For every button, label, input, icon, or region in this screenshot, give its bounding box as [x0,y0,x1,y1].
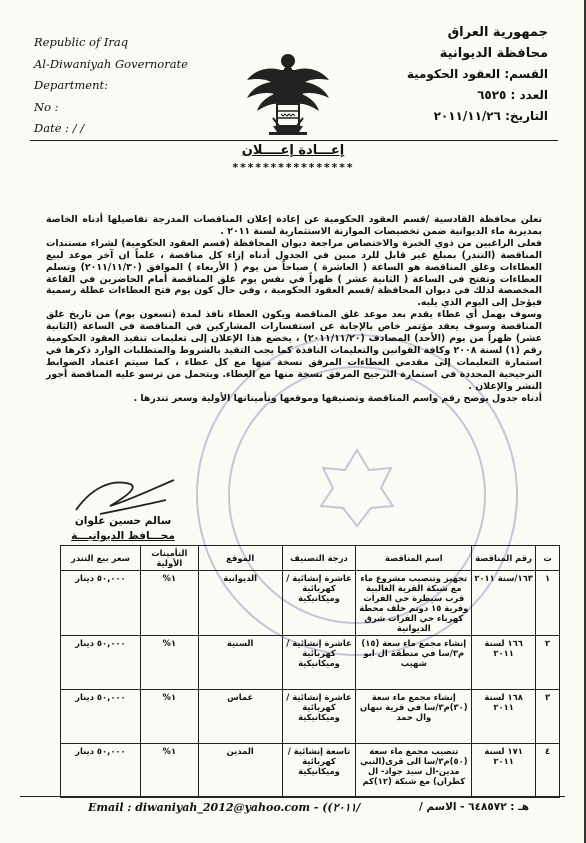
cell-index: ٤ [536,744,560,798]
footer [20,796,565,819]
cell-index: ٣ [536,690,560,744]
body-paragraph-1: تعلن محافظة القادسية /قسم العقود الحكومية عن إعادة إعلان المناقصات المدرجة تفاصيلها أدناه الخاصة بمديرية ماء الديوانية ضمن تخصيصات الموازنة الاستثمارية لسنة ٢٠١١ . [46,214,542,237]
footer-email: Email : diwaniyah_2012@yahoo.com - ((٢٠١١/ [88,801,361,814]
date-en: Date : / / [34,121,85,135]
table-row [61,636,560,690]
cell-location: المدين [198,744,282,798]
footer-phone: هـ : ٦٤٨٥٧٢ - الاسم / [419,801,529,813]
cell-classification: عاشرة إنشائية / كهربائية وميكانيكية [282,690,356,744]
signer-title: محـــافظ الديوانيـــة [71,530,175,542]
cell-tender-name: تنصيب مجمع ماء سعة (٥٠)م٣/سا الى قرى(النبي مدين-ال سيد جواد- ال كطران) مع شبكة (١٢)كم [356,744,472,798]
title-stars: **************** [232,161,354,174]
cell-location: الديوانية [198,571,282,636]
cell-location: السنية [198,636,282,690]
cell-index: ١ [536,571,560,636]
header-deposit: التأمينات الأولية [140,546,198,571]
cell-deposit: ١% [140,636,198,690]
cell-tender-price: ٥٠,٠٠٠ دينار [61,571,141,636]
table-row [61,744,560,798]
table-header-row [61,546,560,571]
header-location: الموقع [198,546,282,571]
cell-tender-price: ٥٠,٠٠٠ دينار [61,690,141,744]
signature-icon [70,470,180,520]
cell-tender-number: ١٦٣/سنة ٢٠١١ [472,571,536,636]
cell-deposit: ١% [140,744,198,798]
tenders-table [60,545,560,798]
number-ar: العدد : ٦٥٢٥ [477,88,548,102]
cell-index: ٢ [536,636,560,690]
header-divider [30,140,558,141]
header-tender-name: اسم المناقصة [356,546,472,571]
announcement-title: إعـــادة إعــــلان [241,143,345,158]
cell-tender-name: إنشاء مجمع ماء سعة (١٥) م٣/سا في منطقة ال ابو شهيب [356,636,472,690]
body-paragraph-2: فعلى الراغبين من ذوي الخبرة والاختصاص مراجعة ديوان المحافظة (قسم العقود الحكومية) لشراء مستندات المناقصة (التندر) بمبلغ غير قابل للرد مبين في الجدول أدناه إزاء كل مناقصة ، علماً ان آخر موعد لبيع العطاءات وغلق المناقصة هو الساعة ( العاشرة ) صباحاً من يوم ( الأربعاء ) الموافق (٢٠١١/١١/٣٠) وتسلم العطاءات وتفتح في الساعة ( الثانية عشر ) ظهراً في نفس يوم غلق المناقصة أمام الحاضرين في القاعة المخصصة لذلك في ديوان المحافظة /قسم العقود الحكومية ، وفي حال كون يوم فتح العطاءات عطلة رسمية فيؤجل إلى اليوم الذي يليه. [46,237,542,309]
governorate-en: Al-Diwaniyah Governorate [34,56,188,71]
iraq-eagle-emblem-icon [243,48,333,140]
cell-tender-price: ٥٠,٠٠٠ دينار [61,744,141,798]
cell-tender-number: ١٧١ لسنة ٢٠١١ [472,744,536,798]
announcement-body [46,214,542,405]
header-classification: درجة التصنيف [282,546,356,571]
signer-block [58,514,188,544]
department-en: Department: [34,78,108,92]
table-row [61,690,560,744]
body-paragraph-3: وسوف يهمل أي عطاء يقدم بعد موعد غلق المناقصة ويكون العطاء نافذ لمدة (تسعون يوم) من تاريخ غلق المناقصة وسوف يعقد مؤتمر خاص بالإجابة عن استفسارات المشاركين في المناقصة في الساعة (الثانية عشر) ظهراً من يوم (الأحد) المصادف (٢٠١١/١١/٢٠) ، يخضع هذا الإعلان إلى تعليمات تنفيذ العقود الحكومية رقم (١) لسنة ٢٠٠٨ وكافة القوانين والتعليمات النافذة كما يجب التقيد بالشروط والمتطلبات الوارد ذكرها في استمارة التعليمات إلى مقدمي العطاءات المرفق نسخة منها مع كل عطاء ، كما سيتم اعتماد الضوابط الترجيحية المحددة في استمارة الترجيح المرفق نسخة منها مع العطاء. ويتحمل من ترسو عليه المناقصة أجور النشر والإعلان . [45,309,542,392]
cell-tender-price: ٥٠,٠٠٠ دينار [61,636,141,690]
table-row [61,571,560,636]
header-tender-price: سعر بيع التندر [61,546,141,571]
date-ar: التاريخ: ٢٠١١/١١/٢٦ [433,109,548,123]
header-index: ت [536,546,560,571]
body-paragraph-4: أدناه جدول يوضح رقم واسم المناقصة وتصنيفها وموقعها وتأميناتها الأولية وسعر تندرها . [133,392,542,404]
header-tender-number: رقم المناقصة [472,546,536,571]
header-english [34,32,214,140]
cell-location: غماس [198,690,282,744]
cell-tender-name: تجهيز وتنصيب مشروع ماء مع شبكة القرية الغالبية قرب سيطرة حي الفرات وقرية ١٥ دونم خلف محطة كهرباء حي الفرات شرق الديوانية [356,571,472,636]
department-ar: القسم: العقود الحكومية [406,67,548,81]
number-en: No : [34,99,59,114]
cell-deposit: ١% [140,571,198,636]
country-en: Republic of Iraq [34,35,129,49]
cell-classification: تاسعة إنشائية / كهربائية وميكانيكية [282,744,356,798]
cell-tender-number: ١٦٦ لسنة ٢٠١١ [472,636,536,690]
governorate-ar: محافظة الديوانية [439,46,548,61]
cell-deposit: ١% [140,690,198,744]
cell-classification: عاشرة إنشائية / كهربائية وميكانيكية [282,571,356,636]
signer-name: سالم حسين علوان [74,515,172,527]
cell-classification: عاشرة إنشائية / كهربائية وميكانيكية [282,636,356,690]
cell-tender-number: ١٦٨ لسنة ٢٠١١ [472,690,536,744]
country-ar: جمهورية العراق [447,25,548,40]
cell-tender-name: إنشاء مجمع ماء سعة (٣٠)م٣/سا في قرية نبهان وال حمد [356,690,472,744]
header-arabic [368,22,548,127]
